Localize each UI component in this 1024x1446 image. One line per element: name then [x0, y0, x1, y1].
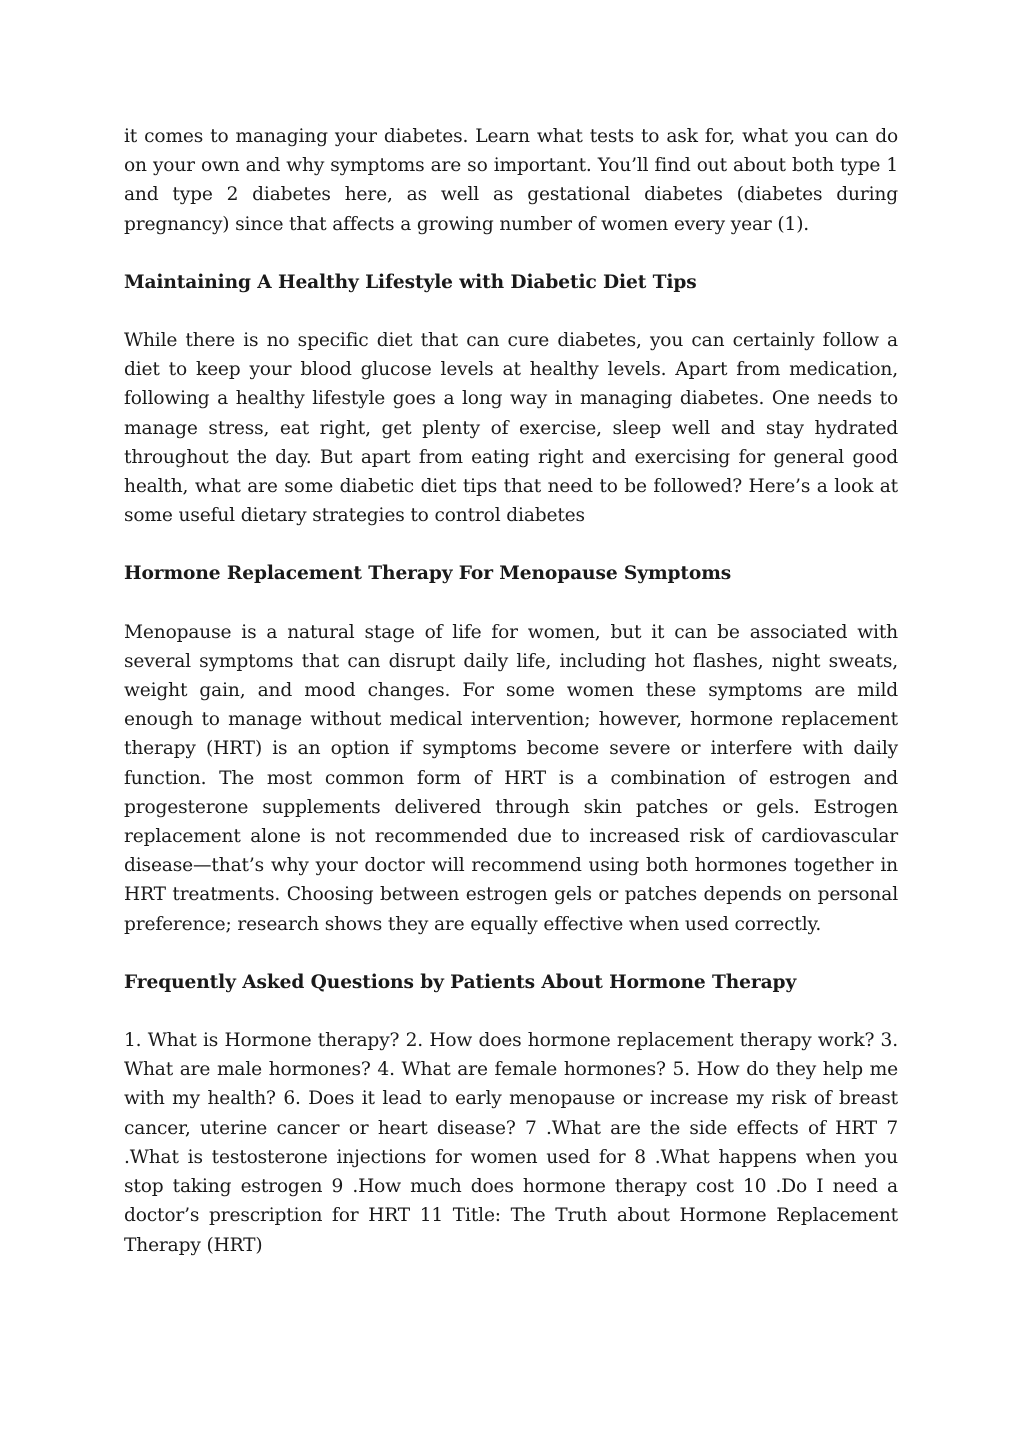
section-body-hrt-menopause: Menopause is a natural stage of life for women, but it can be associated with several symptoms that can disrupt daily life, including hot flashes, night sweats, weight gain, and mood changes. For some women these symptoms are mild enough to manage without medical intervention; however, hormone replacement therapy (HRT) is an option if symptoms become severe or interfere with daily function. The most common form of HRT is a combination of estrogen and progesterone supplements delivered through skin patches or gels. Estrogen replacement alone is not recommended due to increased risk of cardiovascular disease—that’s why your doctor will recommend using both hormones together in HRT treatments. Choosing between estrogen gels or patches depends on personal preference; research shows they are equally effective when used correctly.	[124, 621, 898, 935]
section-heading-hrt-menopause: Hormone Replacement Therapy For Menopause Symptoms	[124, 563, 732, 585]
intro-paragraph: it comes to managing your diabetes. Learn what tests to ask for, what you can do on your own and why symptoms are so important. You’ll find out about both type 1 and type 2 diabetes here, as well as gestational diabetes (diabetes during pregnancy) since that affects a growing number of women every year (1).	[124, 126, 898, 235]
section-body-faq: 1. What is Hormone therapy? 2. How does hormone replacement therapy work? 3. What are male hormones? 4. What are female hormones? 5. How do they help me with my health? 6. Does it lead to early menopause or increase my risk of breast cancer, uterine cancer or heart disease? 7 .What are the side effects of HRT 7 .What is testosterone injections for women used for 8 .What happens when you stop taking estrogen 9 .How much does hormone therapy cost 10 .Do I need a doctor’s prescription for HRT 11 Title: The Truth about Hormone Replacement Therapy (HRT)	[124, 1030, 898, 1256]
section-heading-faq: Frequently Asked Questions by Patients About Hormone Therapy	[124, 971, 797, 993]
section-body-diet-tips: While there is no specific diet that can cure diabetes, you can certainly follow a diet to keep your blood glucose levels at healthy levels. Apart from medication, following a healthy lifestyle goes a long way in managing diabetes. One needs to manage stress, eat right, get plenty of exercise, sleep well and stay hydrated throughout the day. But apart from eating right and exercising for general good health, what are some diabetic diet tips that need to be followed? Here’s a look at some useful dietary strategies to control diabetes	[124, 330, 898, 527]
section-heading-diet-tips: Maintaining A Healthy Lifestyle with Diabetic Diet Tips	[124, 271, 697, 293]
document-page	[124, 122, 898, 1289]
